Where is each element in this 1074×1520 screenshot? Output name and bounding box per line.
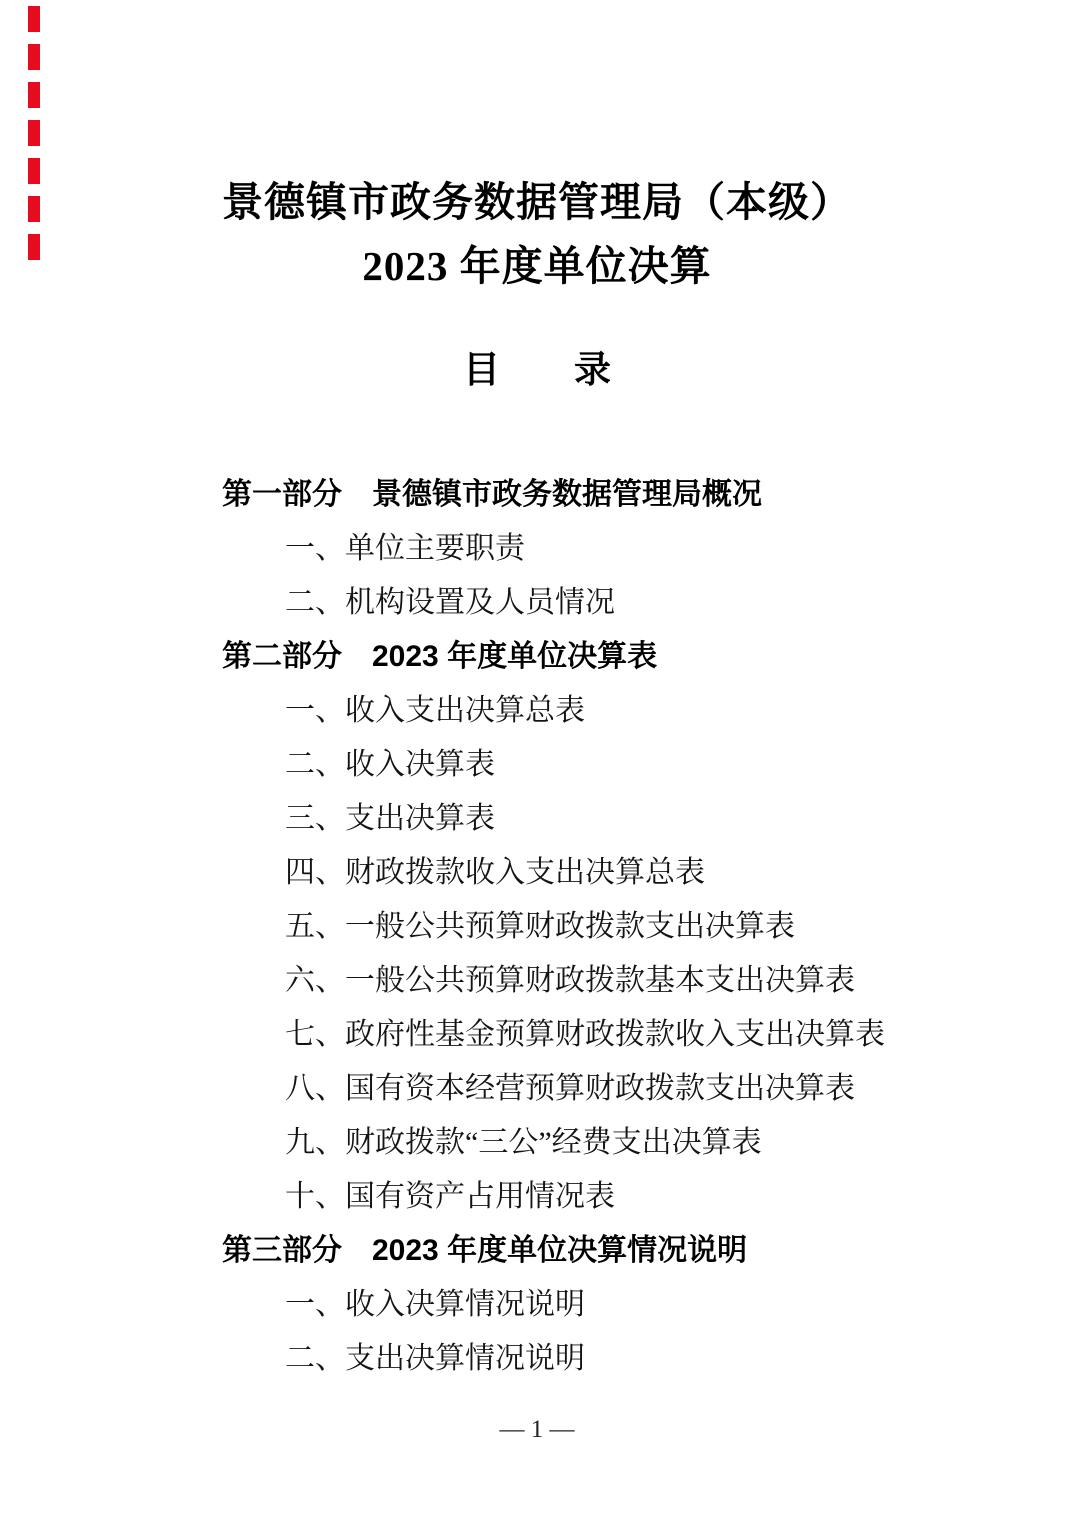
toc-item-part2-8: 八、国有资本经营预算财政拨款支出决算表 — [285, 1072, 855, 1105]
red-annotation-marks — [28, 6, 40, 270]
toc-list — [0, 464, 1074, 1382]
toc-item-part3-2: 二、支出决算情况说明 — [285, 1342, 585, 1375]
document-title-line1: 景德镇市政务数据管理局（本级） — [222, 179, 852, 225]
toc-item-part2-2: 二、收入决算表 — [285, 748, 495, 781]
toc-part-2: 第二部分 2023 年度单位决算表 — [222, 640, 658, 673]
toc-item-part2-7: 七、政府性基金预算财政拨款收入支出决算表 — [285, 1018, 885, 1051]
toc-item-part2-9: 九、财政拨款“三公”经费支出决算表 — [285, 1126, 762, 1159]
toc-item-part3-1: 一、收入决算情况说明 — [285, 1288, 585, 1321]
document-title — [0, 0, 1074, 298]
toc-item-part2-6: 六、一般公共预算财政拨款基本支出决算表 — [285, 964, 855, 997]
toc-item-part2-4: 四、财政拨款收入支出决算总表 — [285, 856, 705, 889]
toc-item-part2-5: 五、一般公共预算财政拨款支出决算表 — [285, 910, 795, 943]
toc-heading: 目 录 — [463, 350, 611, 391]
toc-item-part1-2: 二、机构设置及人员情况 — [285, 586, 615, 619]
toc-item-part2-1: 一、收入支出决算总表 — [285, 694, 585, 727]
toc-item-part2-10: 十、国有资产占用情况表 — [285, 1180, 615, 1213]
toc-part-1: 第一部分 景德镇市政务数据管理局概况 — [222, 478, 762, 511]
page-number: — 1 — — [499, 1416, 575, 1443]
toc-item-part2-3: 三、支出决算表 — [285, 802, 495, 835]
document-title-line2: 2023 年度单位决算 — [362, 243, 712, 289]
toc-item-part1-1: 一、单位主要职责 — [285, 532, 525, 565]
toc-part-3: 第三部分 2023 年度单位决算情况说明 — [222, 1234, 748, 1267]
